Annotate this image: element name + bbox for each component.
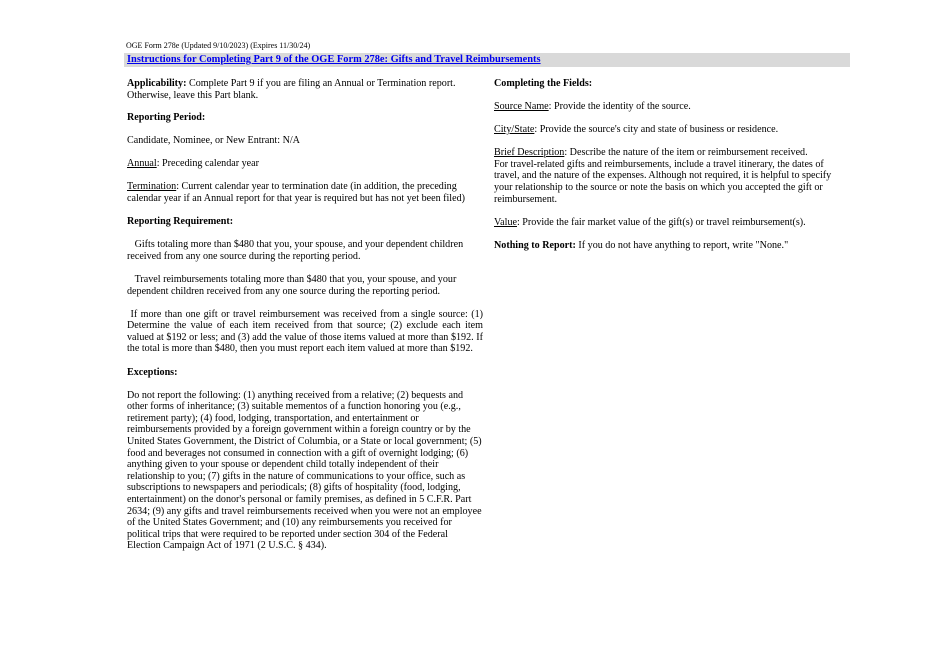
city-state-label: City/State: [494, 124, 535, 136]
value-text: : Provide the fair market value of the gift(s) or travel reimbursement(s).: [516, 216, 806, 228]
instructions-title-link[interactable]: Instructions for Completing Part 9 of the OGE Form 278e: Gifts and Travel Reimbursements: [127, 54, 541, 65]
city-state-line: [494, 124, 848, 136]
applicability-label: Applicability:: [127, 78, 187, 89]
requirement-multiple-text: If more than one gift or travel reimbursement was received from a single source: (1) Determine the value of each item received from that source; (2) exclude each item valued at $192 or less; and (3) add the value of those items valued at more than $192. If the total is more than $480, then you must report each item valued at more than $192.: [127, 308, 483, 355]
candidate-line: Candidate, Nominee, or New Entrant: N/A: [127, 135, 300, 147]
requirement-travel-text: Travel reimbursements totaling more than $480 that you, your spouse, and your dependent children received from any one source during the reporting period.: [127, 273, 457, 297]
value-label: Value: [494, 216, 517, 228]
exceptions-text: Do not report the following: (1) anything received from a relative; (2) bequests and other forms of inheritance; (3) suitable mementos of a function honoring you (e.g., retirement party); (4) food, lodging, transportation, and entertainment or reimbursements provided by a foreign government within a foreign country or by the United States Government, the District of Columbia, or a State or local government; (5) food and beverages not consumed in connection with a gift of overnight lodging; (6) anything given to your spouse or dependent child totally independent of their relationship to you; (7) gifts in the nature of communications to your office, such as subscriptions to newspapers and periodicals; (8) gifts of hospitality (food, lodging, entertainment) on the donor's personal or family premises, as defined in 5 C.F.R. Part 2634; (9) any gifts and travel reimbursements received when you were not an employee of the United States Government; and (10) any reimbursements you received for political trips that were required to be reported under section 304 of the Federal Election Campaign Act of 1971 (2 U.S.C. § 434).: [127, 389, 482, 552]
form-identifier: OGE Form 278e (Updated 9/10/2023) (Expires 11/30/24): [126, 41, 311, 50]
annual-line: [127, 158, 483, 170]
requirement-gifts-text: Gifts totaling more than $480 that you, your spouse, and your dependent children received from any one source during the reporting period.: [127, 239, 464, 262]
source-name-line: [494, 101, 848, 113]
annual-text: : Preceding calendar year: [156, 158, 260, 170]
brief-description-detail: For travel-related gifts and reimbursements, include a travel itinerary, the dates of travel, and the nature of the expenses. Although not required, it is helpful to specify your relationship to the source or note the basis on which you accepted the gift or reimbursement.: [494, 158, 832, 205]
nothing-to-report-text: If you do not have anything to report, write "None.": [575, 239, 789, 251]
brief-description-line: [494, 147, 848, 205]
requirement-gifts: [127, 239, 483, 262]
nothing-to-report-label: Nothing to Report:: [494, 239, 576, 251]
city-state-text: : Provide the source's city and state of business or residence.: [534, 124, 779, 136]
nothing-to-report-line: [494, 240, 848, 252]
termination-text: : Current calendar year to termination date (in addition, the preceding calendar year if an Annual report for that year is required but has not yet been filed): [127, 181, 466, 205]
source-name-text: : Provide the identity of the source.: [548, 101, 691, 113]
left-column: [127, 78, 483, 563]
completing-fields-heading: Completing the Fields:: [494, 78, 593, 89]
termination-label: Termination: [127, 181, 177, 193]
exceptions-heading: Exceptions:: [127, 366, 178, 378]
reporting-period-heading: Reporting Period:: [127, 112, 206, 124]
value-line: [494, 217, 848, 229]
requirement-travel: [127, 274, 483, 297]
brief-description-label: Brief Description: [494, 147, 565, 159]
title-bar: [124, 53, 850, 67]
annual-label: Annual: [127, 158, 157, 170]
right-column: [494, 78, 848, 263]
source-name-label: Source Name: [494, 101, 549, 113]
applicability-paragraph: [127, 78, 483, 101]
termination-line: [127, 181, 483, 204]
brief-description-text: : Describe the nature of the item or reimbursement received.: [564, 147, 808, 159]
applicability-text: Complete Part 9 if you are filing an Annual or Termination report. Otherwise, leave this Part blank.: [127, 78, 456, 101]
requirement-multiple: [127, 309, 483, 355]
reporting-requirement-heading: Reporting Requirement:: [127, 216, 234, 228]
